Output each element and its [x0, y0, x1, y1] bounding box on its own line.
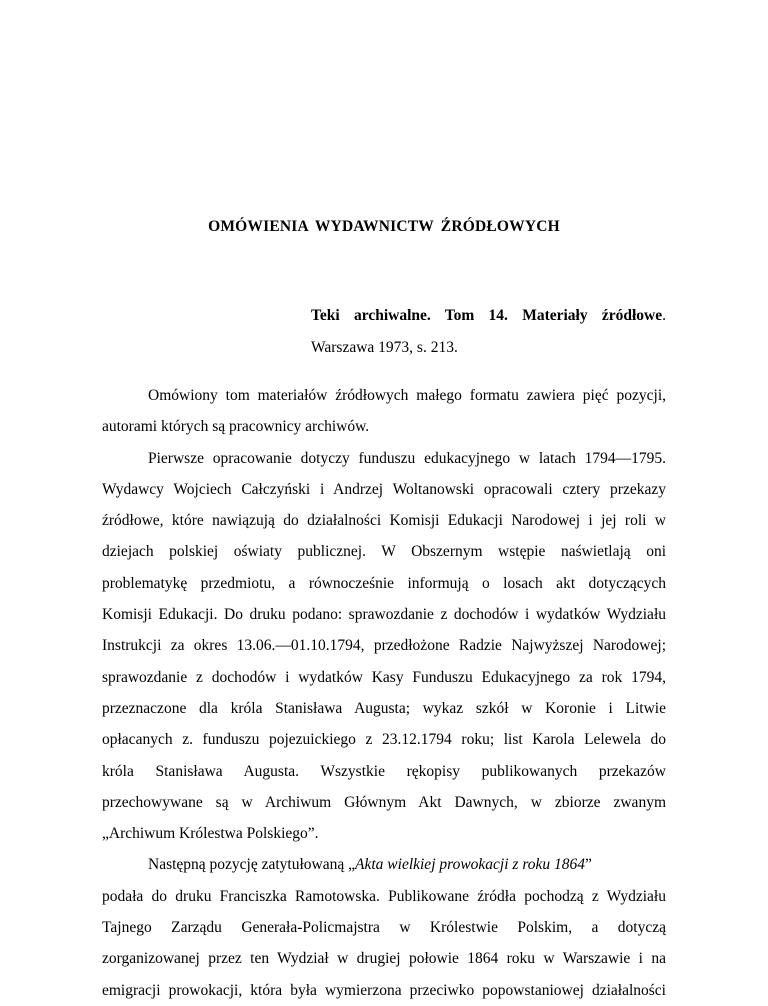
paragraph-line: zorganizowanej przez ten Wydział w drugiej połowie 1864 roku w Warszawie i na [102, 950, 666, 968]
paragraph-line: króla Stanisława Augusta. Wszystkie rękopisy publikowanych przekazów [102, 762, 666, 780]
reference-title-line [311, 300, 666, 332]
paragraph-line: przeznaczone dla króla Stanisława Augusta; wykaz szkół w Koronie i Litwie [102, 699, 666, 717]
paragraph-line: autorami których są pracownicy archiwów. [102, 418, 370, 436]
paragraph-line: Komisji Edukacji. Do druku podano: sprawozdanie z dochodów i wydatków Wydziału [102, 606, 666, 624]
paragraph-line: Instrukcji za okres 13.06.—01.10.1794, przedłożone Radzie Najwyższej Narodowej; [102, 637, 666, 655]
paragraph-line: Wydawcy Wojciech Całczyński i Andrzej Woltanowski opracowali cztery przekazy [102, 480, 666, 498]
paragraph-line: sprawozdanie z dochodów i wydatków Kasy Funduszu Edukacyjnego za rok 1794, [102, 668, 666, 686]
reference-title: Teki archiwalne. Tom 14. Materiały źródłowe [311, 307, 663, 324]
paragraph-line: „Archiwum Królestwa Polskiego”. [102, 825, 319, 843]
paragraph-line: Omówiony tom materiałów źródłowych małego formatu zawiera pięć pozycji, [148, 387, 666, 404]
paragraph-line: podała do druku Franciszka Ramotowska. Publikowane źródła pochodzą z Wydziału [102, 887, 666, 905]
paragraph-line: emigracji prowokacji, która była wymierzona przeciwko popowstaniowej działalności [102, 981, 666, 999]
body-text [102, 380, 666, 1006]
paragraph-line: opłacanych z. funduszu pojezuickiego z 23.12.1794 roku; list Karola Lelewela do [102, 731, 666, 749]
paragraph-line: dziejach polskiej oświaty publicznej. W Obszernym wstępie naświetlają oni [102, 543, 666, 561]
reference-publication: Warszawa 1973, s. 213. [311, 339, 458, 356]
italic-title: Akta wielkiej prowokacji z roku 1864 [355, 856, 586, 874]
paragraph-line: przechowywane są w Archiwum Głównym Akt Dawnych, w zbiorze zwanym [102, 793, 666, 811]
line-text: ” [585, 856, 592, 874]
paragraph-line [102, 849, 666, 880]
paragraph-line: źródłowe, które nawiązują do działalności Komisji Edukacji Narodowej i jej roli w [102, 512, 666, 530]
paragraph-line: Pierwsze opracowanie dotyczy funduszu edukacyjnego w latach 1794—1795. [148, 449, 666, 467]
line-text: Następną pozycję zatytułowaną „ [148, 856, 356, 874]
reference-title-end: . [662, 307, 666, 324]
paragraph-line: Tajnego Zarządu Generała-Policmajstra w Królestwie Polskim, a dotyczą [102, 919, 666, 937]
section-heading: OMÓWIENIA WYDAWNICTW ŹRÓDŁOWYCH [208, 218, 560, 235]
bibliographic-reference [311, 300, 666, 364]
paragraph-line: problematykę przedmiotu, a równocześnie informują o losach akt dotyczących [102, 574, 666, 592]
